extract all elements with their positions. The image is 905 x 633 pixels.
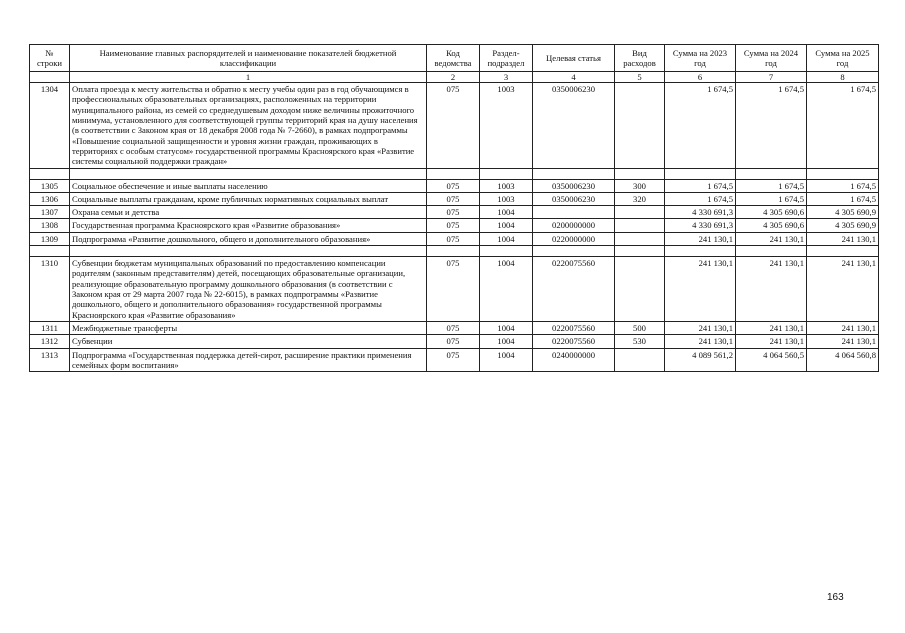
page-number: 163 — [827, 592, 844, 603]
row-expense-type — [615, 219, 665, 232]
row-sum-2024: 4 305 690,6 — [736, 219, 807, 232]
row-department-code: 075 — [427, 335, 480, 348]
header-section: Раздел-подраздел — [480, 45, 533, 72]
row-number: 1312 — [30, 335, 70, 348]
row-name: Межбюджетные трансферты — [70, 321, 427, 334]
row-sum-2024: 1 674,5 — [736, 192, 807, 205]
header-expense-type: Вид расходов — [615, 45, 665, 72]
row-sum-2023: 1 674,5 — [665, 179, 736, 192]
row-target-article: 0220075560 — [533, 321, 615, 334]
row-target-article: 0220075560 — [533, 335, 615, 348]
row-expense-type: 500 — [615, 321, 665, 334]
row-department-code: 075 — [427, 257, 480, 322]
row-department-code: 075 — [427, 179, 480, 192]
row-target-article: 0350006230 — [533, 192, 615, 205]
row-sum-2023: 241 130,1 — [665, 257, 736, 322]
row-sum-2025: 1 674,5 — [807, 192, 879, 205]
row-number: 1307 — [30, 206, 70, 219]
column-number: 3 — [480, 72, 533, 83]
row-department-code: 075 — [427, 206, 480, 219]
budget-table — [29, 44, 879, 372]
header-department-code: Код ведомства — [427, 45, 480, 72]
row-sum-2023: 4 089 561,2 — [665, 348, 736, 372]
row-section: 1004 — [480, 232, 533, 245]
row-number: 1313 — [30, 348, 70, 372]
row-sum-2025: 241 130,1 — [807, 232, 879, 245]
row-section: 1003 — [480, 83, 533, 169]
column-number: 8 — [807, 72, 879, 83]
row-name: Государственная программа Красноярского края «Развитие образования» — [70, 219, 427, 232]
row-name: Социальные выплаты гражданам, кроме публичных нормативных социальных выплат — [70, 192, 427, 205]
row-department-code: 075 — [427, 232, 480, 245]
table-row — [30, 257, 879, 322]
row-number: 1311 — [30, 321, 70, 334]
spacer-row — [30, 246, 879, 257]
row-sum-2025: 4 305 690,9 — [807, 219, 879, 232]
row-sum-2023: 1 674,5 — [665, 192, 736, 205]
row-section: 1003 — [480, 192, 533, 205]
row-name: Подпрограмма «Развитие дошкольного, общего и дополнительного образования» — [70, 232, 427, 245]
row-section: 1004 — [480, 219, 533, 232]
row-name: Субвенции — [70, 335, 427, 348]
row-department-code: 075 — [427, 321, 480, 334]
row-section: 1003 — [480, 179, 533, 192]
row-sum-2025: 4 305 690,9 — [807, 206, 879, 219]
header-name: Наименование главных распорядителей и наименование показателей бюджетной классификации — [70, 45, 427, 72]
row-sum-2024: 241 130,1 — [736, 321, 807, 334]
row-number: 1309 — [30, 232, 70, 245]
column-number: 4 — [533, 72, 615, 83]
row-section: 1004 — [480, 348, 533, 372]
row-sum-2025: 241 130,1 — [807, 335, 879, 348]
header-sum-2025: Сумма на 2025 год — [807, 45, 879, 72]
row-section: 1004 — [480, 257, 533, 322]
header-sum-2023: Сумма на 2023 год — [665, 45, 736, 72]
column-number: 5 — [615, 72, 665, 83]
row-department-code: 075 — [427, 348, 480, 372]
row-sum-2025: 4 064 560,8 — [807, 348, 879, 372]
table-header-row — [30, 45, 879, 72]
row-sum-2024: 241 130,1 — [736, 257, 807, 322]
row-sum-2023: 241 130,1 — [665, 232, 736, 245]
row-sum-2025: 241 130,1 — [807, 321, 879, 334]
row-sum-2025: 241 130,1 — [807, 257, 879, 322]
row-expense-type — [615, 348, 665, 372]
row-sum-2023: 4 330 691,3 — [665, 206, 736, 219]
row-department-code: 075 — [427, 219, 480, 232]
column-number-row — [30, 72, 879, 83]
row-sum-2023: 241 130,1 — [665, 321, 736, 334]
row-expense-type — [615, 257, 665, 322]
row-number: 1310 — [30, 257, 70, 322]
row-target-article: 0220075560 — [533, 257, 615, 322]
header-target-article: Целевая статья — [533, 45, 615, 72]
row-name: Субвенции бюджетам муниципальных образований по предоставлению компенсации родителям (законным представителям) детей, посещающих образовательные организации, реализующие образовательную программу дошкольного образования (в соответствии с Законом края от 29 марта 2007 года № 22-6015), в рамках подпрограммы «Развитие дошкольного, общего и дополнительного образования» государственной программы Красноярского края «Развитие образования» — [70, 257, 427, 322]
row-expense-type — [615, 83, 665, 169]
row-sum-2023: 4 330 691,3 — [665, 219, 736, 232]
column-number: 1 — [70, 72, 427, 83]
row-number: 1308 — [30, 219, 70, 232]
row-number: 1306 — [30, 192, 70, 205]
column-number: 2 — [427, 72, 480, 83]
row-section: 1004 — [480, 321, 533, 334]
row-section: 1004 — [480, 335, 533, 348]
row-sum-2024: 1 674,5 — [736, 83, 807, 169]
row-sum-2023: 1 674,5 — [665, 83, 736, 169]
row-expense-type: 530 — [615, 335, 665, 348]
row-expense-type: 300 — [615, 179, 665, 192]
column-number: 6 — [665, 72, 736, 83]
row-name: Социальное обеспечение и иные выплаты населению — [70, 179, 427, 192]
row-target-article: 0200000000 — [533, 219, 615, 232]
table-row — [30, 232, 879, 245]
table-row — [30, 192, 879, 205]
row-expense-type: 320 — [615, 192, 665, 205]
row-section: 1004 — [480, 206, 533, 219]
header-sum-2024: Сумма на 2024 год — [736, 45, 807, 72]
row-expense-type — [615, 232, 665, 245]
table-row — [30, 206, 879, 219]
row-sum-2024: 4 305 690,6 — [736, 206, 807, 219]
table-row — [30, 179, 879, 192]
row-name: Подпрограмма «Государственная поддержка детей-сирот, расширение практики применения семейных форм воспитания» — [70, 348, 427, 372]
spacer-row — [30, 168, 879, 179]
row-sum-2024: 4 064 560,5 — [736, 348, 807, 372]
row-sum-2025: 1 674,5 — [807, 179, 879, 192]
row-expense-type — [615, 206, 665, 219]
table-row — [30, 348, 879, 372]
row-target-article: 0350006230 — [533, 83, 615, 169]
row-name: Охрана семьи и детства — [70, 206, 427, 219]
row-sum-2024: 1 674,5 — [736, 179, 807, 192]
row-sum-2023: 241 130,1 — [665, 335, 736, 348]
table-row — [30, 219, 879, 232]
row-name: Оплата проезда к месту жительства и обратно к месту учебы один раз в год обучающимся в профессиональных образовательных организациях, расположенных на территории муниципального района, из семей со среднедушевым доходом ниже величины прожиточного минимума, установленного для соответствующей группы территорий края на душу населения (в соответствии с Законом края от 18 декабря 2008 года № 7-2660), в рамках подпрограммы «Повышение социальной защищенности и уровня жизни граждан, проживающих в территориях с особым статусом» государственной программы Красноярского края «Развитие системы социальной поддержки граждан» — [70, 83, 427, 169]
header-row-number: № строки — [30, 45, 70, 72]
column-number: 7 — [736, 72, 807, 83]
column-number — [30, 72, 70, 83]
row-sum-2024: 241 130,1 — [736, 232, 807, 245]
row-target-article: 0220000000 — [533, 232, 615, 245]
row-sum-2025: 1 674,5 — [807, 83, 879, 169]
row-number: 1304 — [30, 83, 70, 169]
row-number: 1305 — [30, 179, 70, 192]
row-department-code: 075 — [427, 83, 480, 169]
row-target-article: 0350006230 — [533, 179, 615, 192]
row-sum-2024: 241 130,1 — [736, 335, 807, 348]
table-row — [30, 321, 879, 334]
table-row — [30, 83, 879, 169]
row-target-article — [533, 206, 615, 219]
row-department-code: 075 — [427, 192, 480, 205]
table-row — [30, 335, 879, 348]
row-target-article: 0240000000 — [533, 348, 615, 372]
